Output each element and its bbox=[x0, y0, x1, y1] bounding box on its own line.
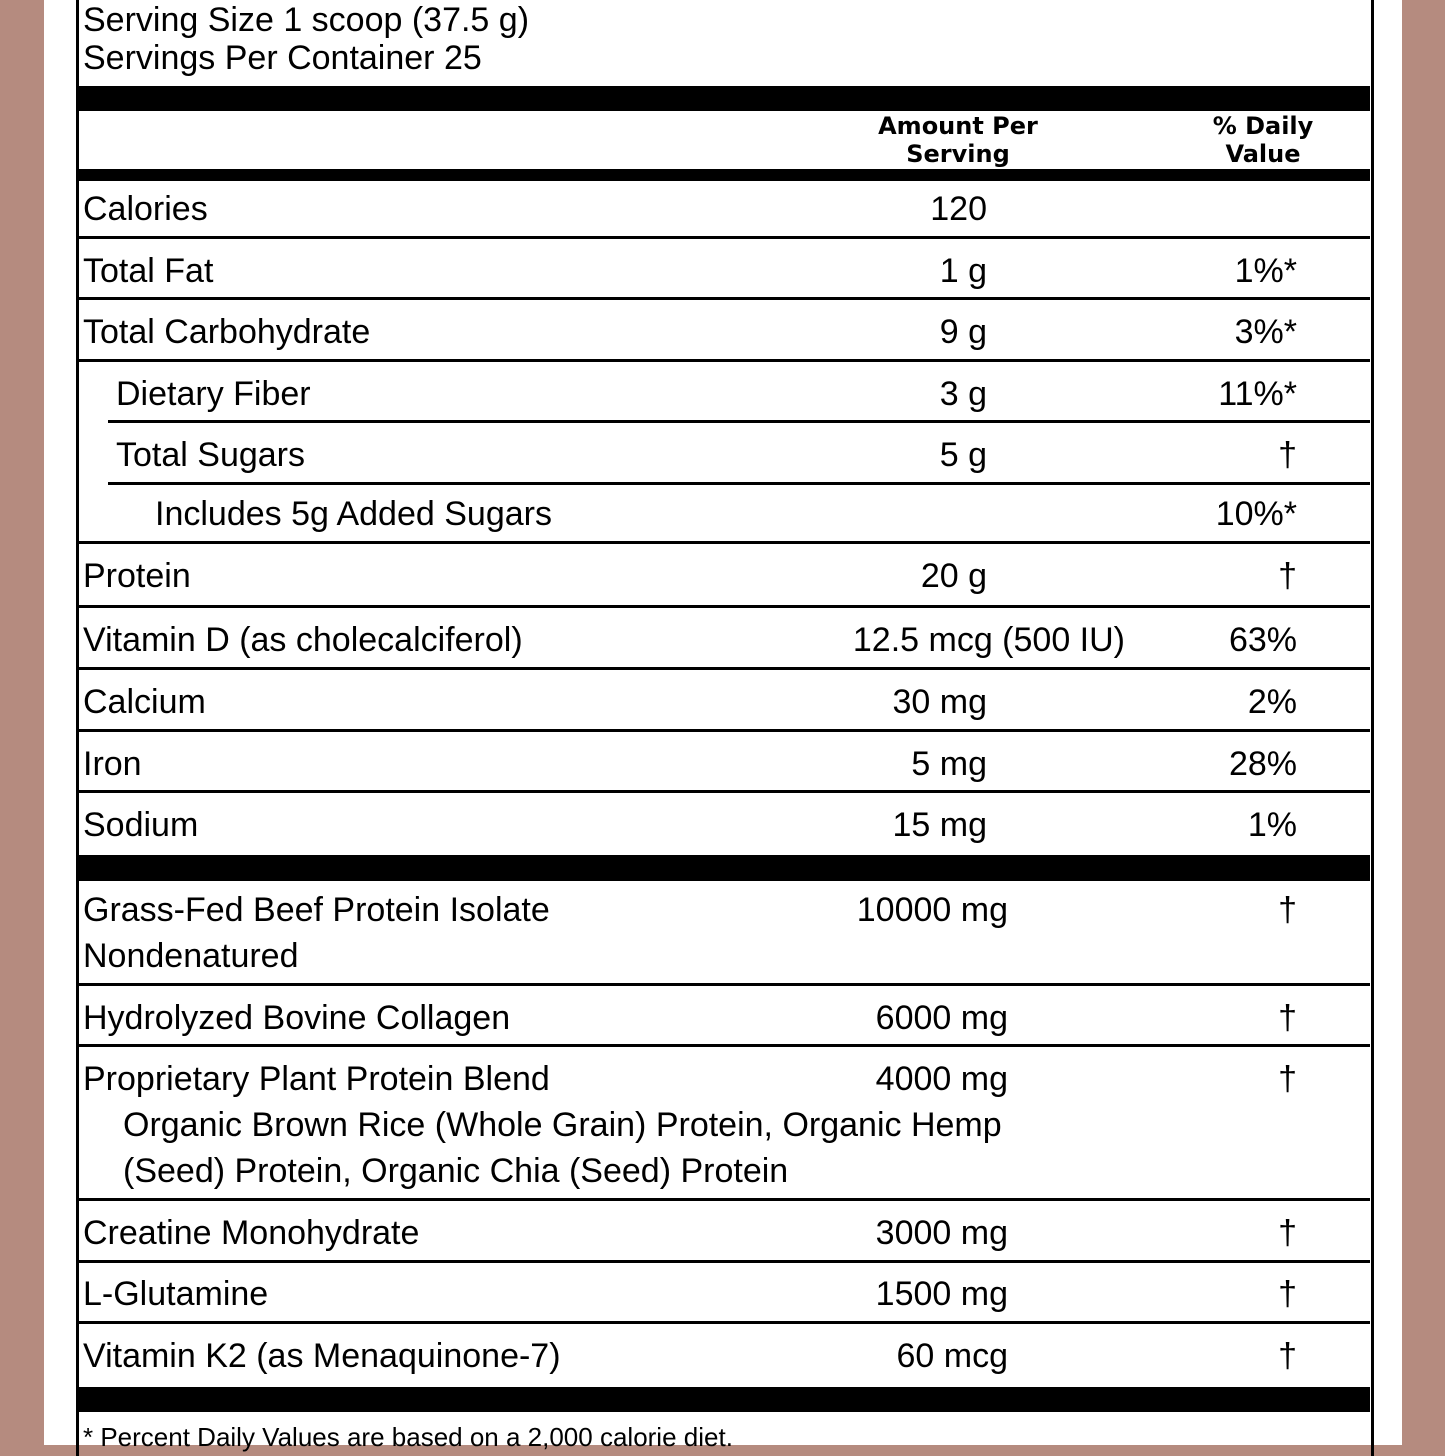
row-divider bbox=[79, 297, 1370, 300]
row-divider bbox=[79, 1260, 1370, 1263]
amount-per-serving-header: Amount Per Serving bbox=[878, 112, 1038, 168]
nutrient-name: Dietary Fiber bbox=[116, 375, 311, 413]
ingredient-amount: 60 mcg bbox=[896, 1337, 1008, 1375]
ingredient-name: Grass-Fed Beef Protein Isolate bbox=[83, 891, 550, 929]
serving-size: Serving Size 1 scoop (37.5 g) bbox=[83, 1, 530, 39]
daily-value-header: % Daily Value bbox=[1212, 112, 1314, 168]
nutrient-amount: 3 g bbox=[939, 375, 987, 413]
nutrient-daily-value: † bbox=[1278, 557, 1297, 595]
thick-divider bbox=[79, 86, 1370, 111]
ingredient-name-continued: Nondenatured bbox=[83, 937, 299, 975]
ingredient-daily-value: † bbox=[1278, 1337, 1297, 1375]
ingredient-amount: 4000 mg bbox=[875, 1060, 1008, 1098]
nutrient-name: Total Sugars bbox=[116, 436, 305, 474]
ingredient-amount: 3000 mg bbox=[875, 1214, 1008, 1252]
nutrient-name: Iron bbox=[83, 745, 142, 783]
nutrient-amount: 15 mg bbox=[892, 806, 987, 844]
row-divider bbox=[79, 790, 1370, 793]
ingredient-daily-value: † bbox=[1278, 1214, 1297, 1252]
nutrient-daily-value: 1% bbox=[1247, 806, 1297, 844]
nutrient-amount: 9 g bbox=[939, 313, 987, 351]
row-divider bbox=[79, 1198, 1370, 1201]
ingredient-daily-value: † bbox=[1278, 891, 1297, 929]
thick-divider bbox=[79, 855, 1370, 881]
row-divider bbox=[79, 667, 1370, 670]
nutrient-name: Total Carbohydrate bbox=[83, 313, 371, 351]
nutrient-daily-value: 11%* bbox=[1218, 375, 1297, 413]
row-divider bbox=[79, 1321, 1370, 1324]
nutrient-amount: 5 mg bbox=[911, 745, 987, 783]
servings-per-container: Servings Per Container 25 bbox=[83, 39, 482, 77]
ingredient-amount: 6000 mg bbox=[875, 999, 1008, 1037]
nutrient-name: Includes 5g Added Sugars bbox=[155, 495, 552, 533]
nutrient-name: Calcium bbox=[83, 683, 206, 721]
ingredient-name: Creatine Monohydrate bbox=[83, 1214, 420, 1252]
nutrient-amount: 1 g bbox=[939, 252, 987, 290]
nutrient-name: Sodium bbox=[83, 806, 199, 844]
ingredient-name: Proprietary Plant Protein Blend bbox=[83, 1060, 550, 1098]
nutrient-amount: 5 g bbox=[939, 436, 987, 474]
nutrient-daily-value: 1%* bbox=[1234, 252, 1297, 290]
thick-divider bbox=[79, 1387, 1370, 1412]
row-divider bbox=[79, 359, 1370, 362]
nutrient-name: Total Fat bbox=[83, 252, 214, 290]
nutrient-daily-value: 10%* bbox=[1215, 495, 1297, 533]
row-divider bbox=[79, 983, 1370, 986]
row-divider bbox=[108, 482, 1370, 485]
nutrient-amount: 12.5 mcg (500 IU) bbox=[852, 621, 1125, 659]
ingredient-amount: 1500 mg bbox=[875, 1275, 1008, 1313]
ingredient-daily-value: † bbox=[1278, 999, 1297, 1037]
row-divider bbox=[79, 605, 1370, 608]
ingredient-daily-value: † bbox=[1278, 1275, 1297, 1313]
row-divider bbox=[79, 1044, 1370, 1047]
blend-components-line: (Seed) Protein, Organic Chia (Seed) Protein bbox=[123, 1152, 789, 1190]
nutrient-daily-value: † bbox=[1278, 436, 1297, 474]
ingredient-name: Vitamin K2 (as Menaquinone-7) bbox=[83, 1337, 561, 1375]
nutrient-amount: 120 bbox=[930, 190, 987, 228]
blend-components-line: Organic Brown Rice (Whole Grain) Protein, Organic Hemp bbox=[123, 1106, 1002, 1144]
nutrient-name: Calories bbox=[83, 190, 208, 228]
nutrient-daily-value: 3%* bbox=[1234, 313, 1297, 351]
row-divider bbox=[79, 729, 1370, 732]
header-divider bbox=[79, 169, 1370, 181]
nutrient-amount: 30 mg bbox=[892, 683, 987, 721]
nutrient-name: Vitamin D (as cholecalciferol) bbox=[83, 621, 523, 659]
nutrient-daily-value: 2% bbox=[1247, 683, 1297, 721]
ingredient-name: Hydrolyzed Bovine Collagen bbox=[83, 999, 511, 1037]
nutrient-name: Protein bbox=[83, 557, 191, 595]
ingredient-name: L-Glutamine bbox=[83, 1275, 269, 1313]
row-divider bbox=[108, 420, 1370, 423]
ingredient-daily-value: † bbox=[1278, 1060, 1297, 1098]
nutrient-daily-value: 63% bbox=[1228, 621, 1297, 659]
nutrient-amount: 20 g bbox=[920, 557, 987, 595]
row-divider bbox=[79, 541, 1370, 544]
daily-value-footnote: * Percent Daily Values are based on a 2,000 calorie diet. bbox=[83, 1422, 733, 1452]
row-divider bbox=[79, 236, 1370, 239]
nutrient-daily-value: 28% bbox=[1228, 745, 1297, 783]
ingredient-amount: 10000 mg bbox=[856, 891, 1008, 929]
